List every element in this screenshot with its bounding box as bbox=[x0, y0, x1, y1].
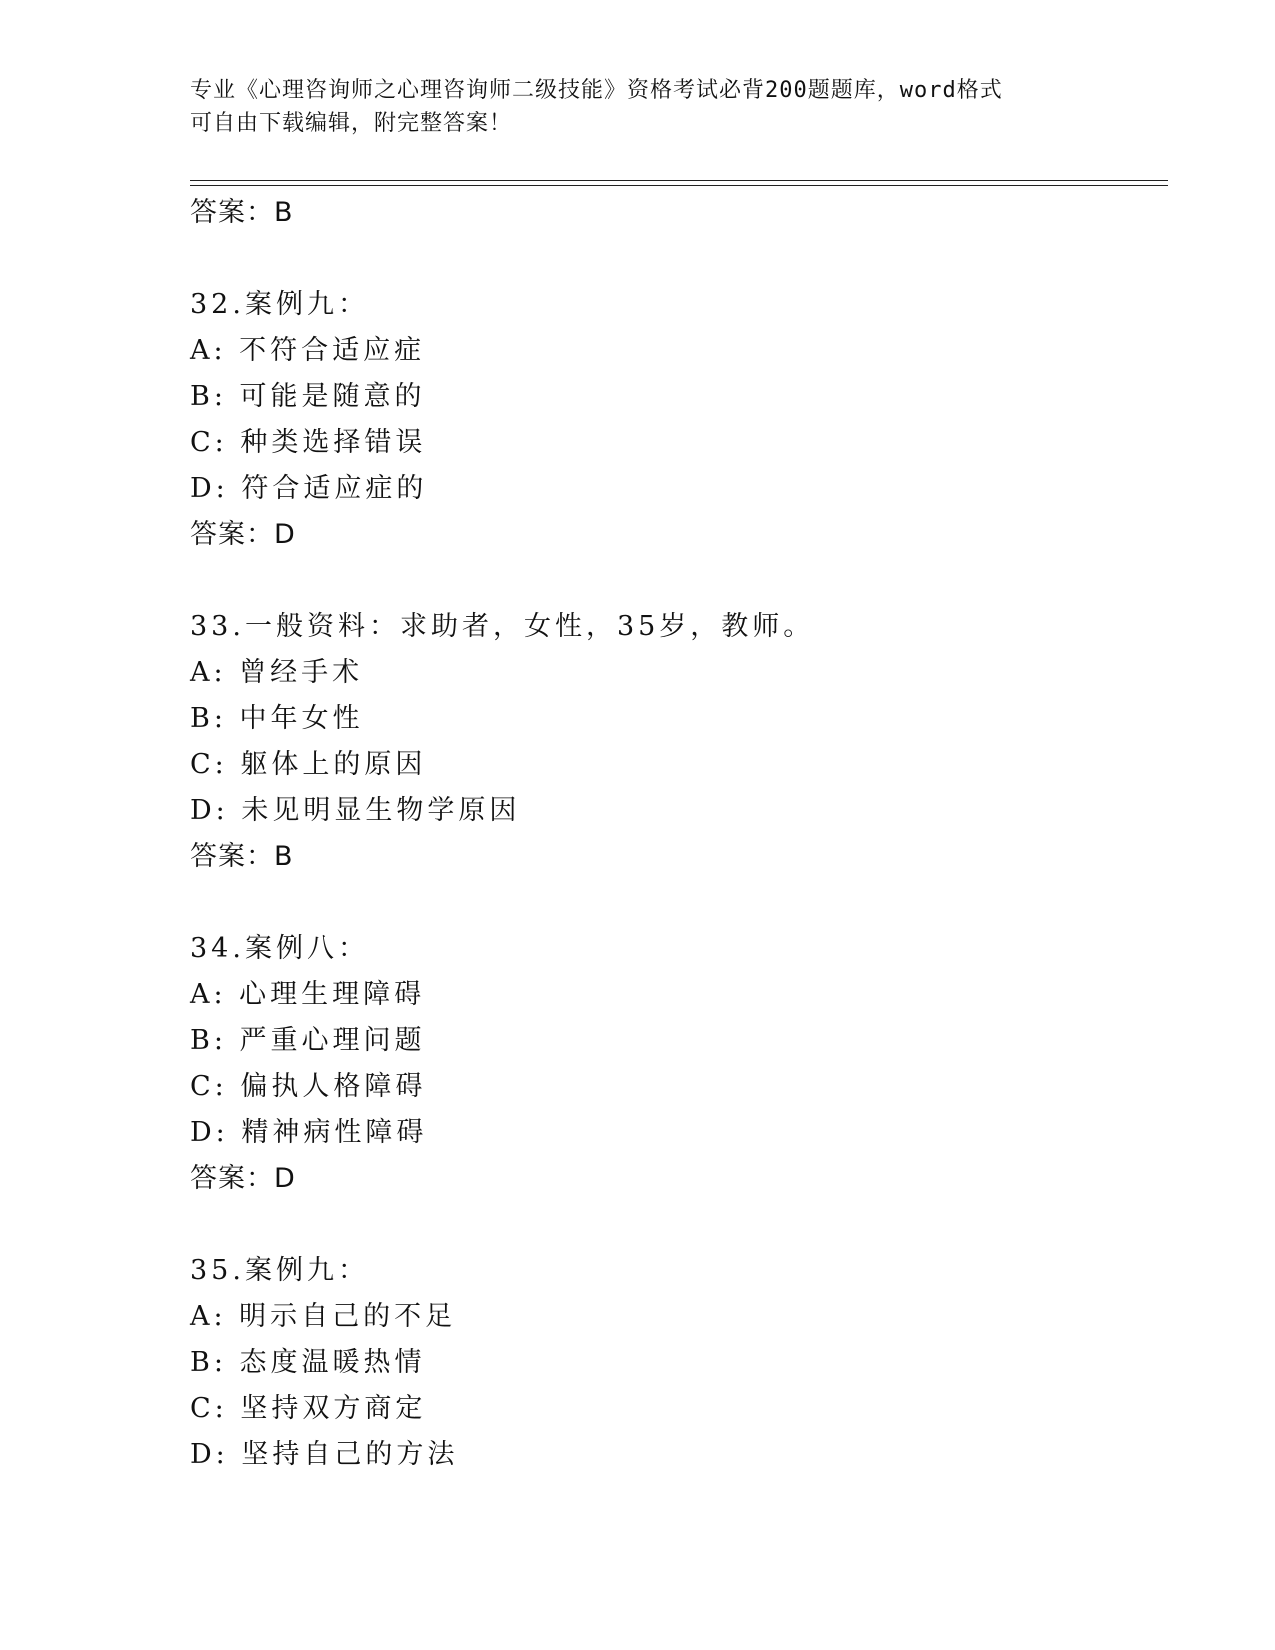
option-b: B: 可能是随意的 bbox=[190, 381, 426, 412]
option-a: A: 曾经手术 bbox=[190, 657, 364, 688]
spacer bbox=[190, 558, 1170, 604]
header-line-2: 可自由下载编辑，附完整答案！ bbox=[190, 111, 513, 136]
answer-line: 答案：B bbox=[190, 197, 294, 228]
question-32 bbox=[190, 282, 1170, 558]
option-c: C: 偏执人格障碍 bbox=[190, 1071, 427, 1102]
answer-line: 答案：B bbox=[190, 841, 294, 872]
option-b: B: 严重心理问题 bbox=[190, 1025, 426, 1056]
question-stem: 33.一般资料：求助者，女性，35岁，教师。 bbox=[190, 611, 815, 642]
answer-line: 答案：D bbox=[190, 519, 296, 550]
header-divider-bottom bbox=[190, 185, 1168, 186]
option-d: D: 精神病性障碍 bbox=[190, 1117, 428, 1148]
question-33 bbox=[190, 604, 1170, 880]
option-a: A: 心理生理障碍 bbox=[190, 979, 426, 1010]
option-c: C: 躯体上的原因 bbox=[190, 749, 427, 780]
option-c: C: 种类选择错误 bbox=[190, 427, 427, 458]
document-header bbox=[190, 74, 1090, 140]
question-stem: 34.案例八： bbox=[190, 933, 369, 964]
question-stem: 35.案例九： bbox=[190, 1255, 369, 1286]
option-a: A: 明示自己的不足 bbox=[190, 1301, 457, 1332]
option-a: A: 不符合适应症 bbox=[190, 335, 426, 366]
question-list bbox=[190, 190, 1170, 1478]
option-b: B: 态度温暖热情 bbox=[190, 1347, 426, 1378]
option-d: D: 符合适应症的 bbox=[190, 473, 428, 504]
option-b: B: 中年女性 bbox=[190, 703, 364, 734]
question-stem: 32.案例九： bbox=[190, 289, 369, 320]
header-divider-top bbox=[190, 180, 1168, 181]
spacer bbox=[190, 236, 1170, 282]
question-34 bbox=[190, 926, 1170, 1202]
header-line-1: 专业《心理咨询师之心理咨询师二级技能》资格考试必背200题题库，word格式 bbox=[190, 78, 1003, 103]
question-35 bbox=[190, 1248, 1170, 1478]
option-c: C: 坚持双方商定 bbox=[190, 1393, 427, 1424]
option-d: D: 未见明显生物学原因 bbox=[190, 795, 521, 826]
spacer bbox=[190, 880, 1170, 926]
spacer bbox=[190, 1202, 1170, 1248]
answer-line: 答案：D bbox=[190, 1163, 296, 1194]
option-d: D: 坚持自己的方法 bbox=[190, 1439, 459, 1470]
